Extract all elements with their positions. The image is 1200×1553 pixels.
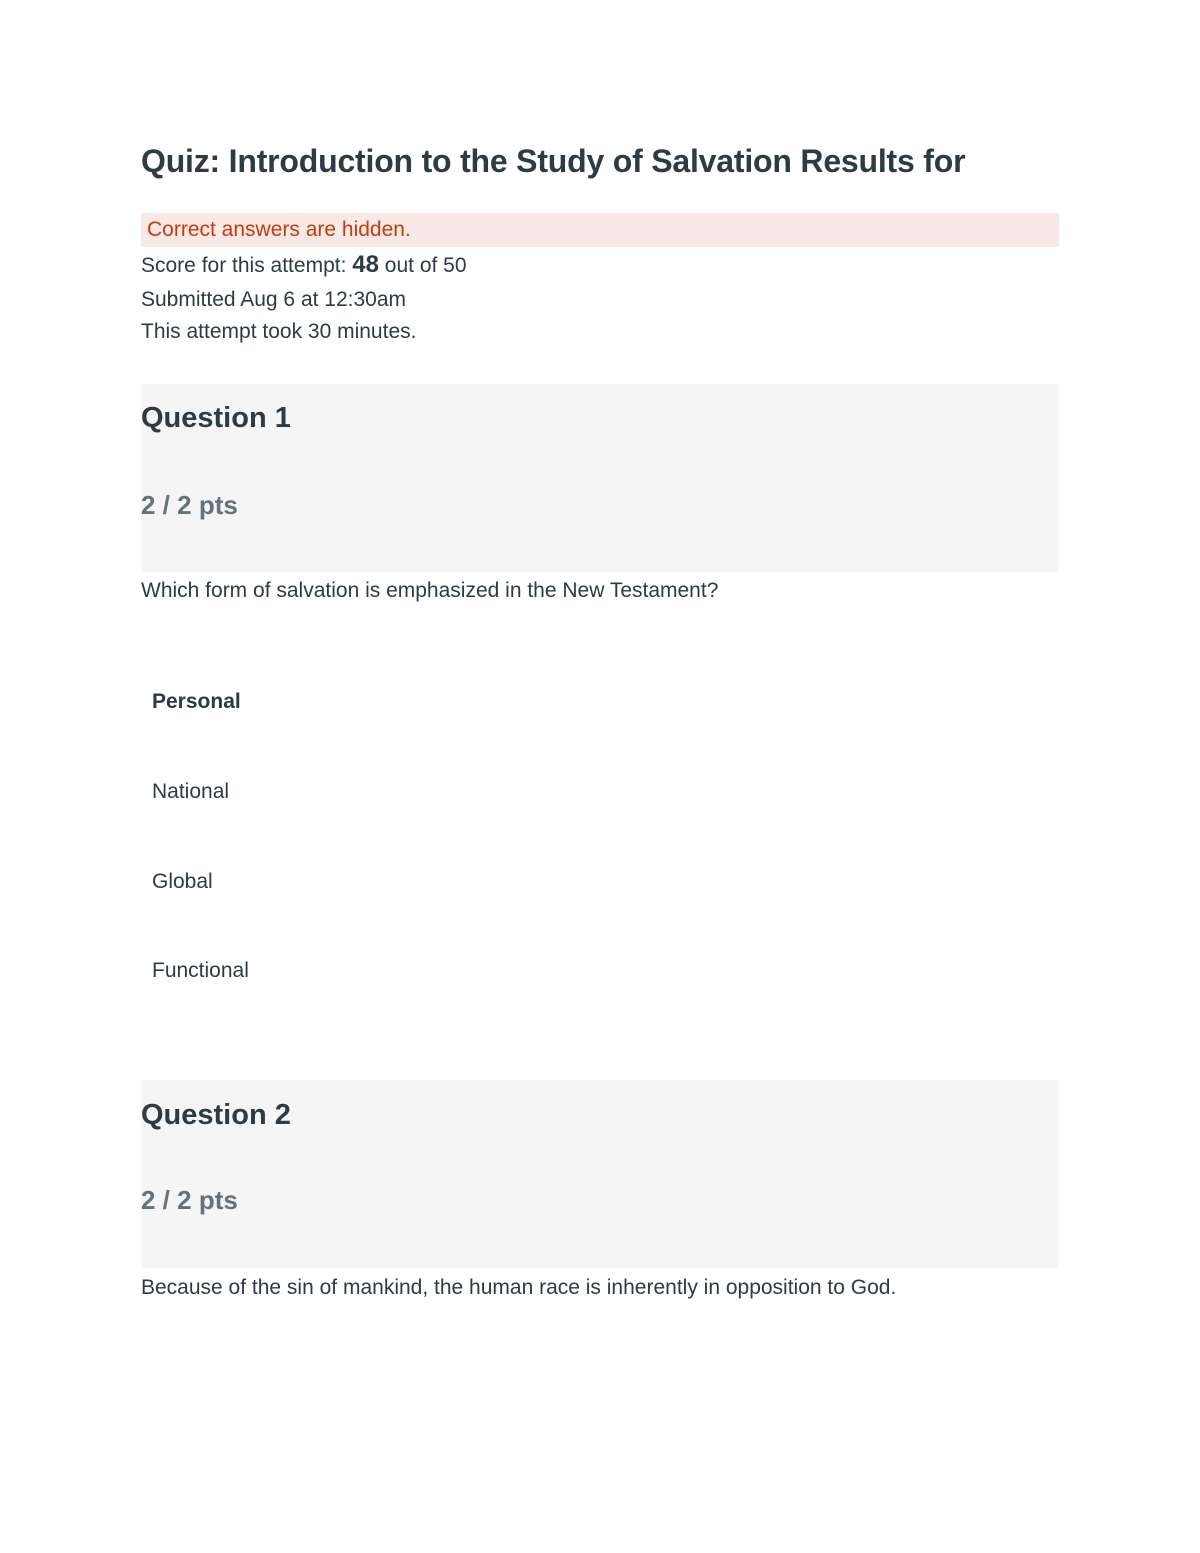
question-1-text: Which form of salvation is emphasized in the New Testament? bbox=[141, 579, 719, 602]
question-1-title: Question 1 bbox=[141, 402, 291, 434]
score-value: 48 bbox=[352, 251, 379, 278]
answer-option-personal[interactable]: Personal bbox=[152, 690, 241, 713]
page-title: Quiz: Introduction to the Study of Salvation Results for bbox=[141, 143, 966, 179]
answer-option-global[interactable]: Global bbox=[152, 870, 213, 893]
answer-option-national[interactable]: National bbox=[152, 780, 230, 803]
score-prefix: Score for this attempt: bbox=[141, 254, 353, 277]
submitted-timestamp: Submitted Aug 6 at 12:30am bbox=[141, 288, 407, 311]
score-suffix: out of 50 bbox=[378, 254, 467, 277]
question-2-header bbox=[141, 1080, 1059, 1268]
question-1-header bbox=[141, 384, 1059, 572]
question-1-points: 2 / 2 pts bbox=[141, 490, 238, 520]
attempt-duration: This attempt took 30 minutes. bbox=[141, 320, 417, 343]
answer-option-functional[interactable]: Functional bbox=[152, 959, 249, 982]
question-2-title: Question 2 bbox=[141, 1099, 291, 1131]
score-line bbox=[141, 251, 467, 279]
question-2-points: 2 / 2 pts bbox=[141, 1185, 238, 1215]
hidden-answers-alert: Correct answers are hidden. bbox=[141, 213, 1059, 247]
question-2-text: Because of the sin of mankind, the human race is inherently in opposition to God. bbox=[141, 1276, 897, 1299]
